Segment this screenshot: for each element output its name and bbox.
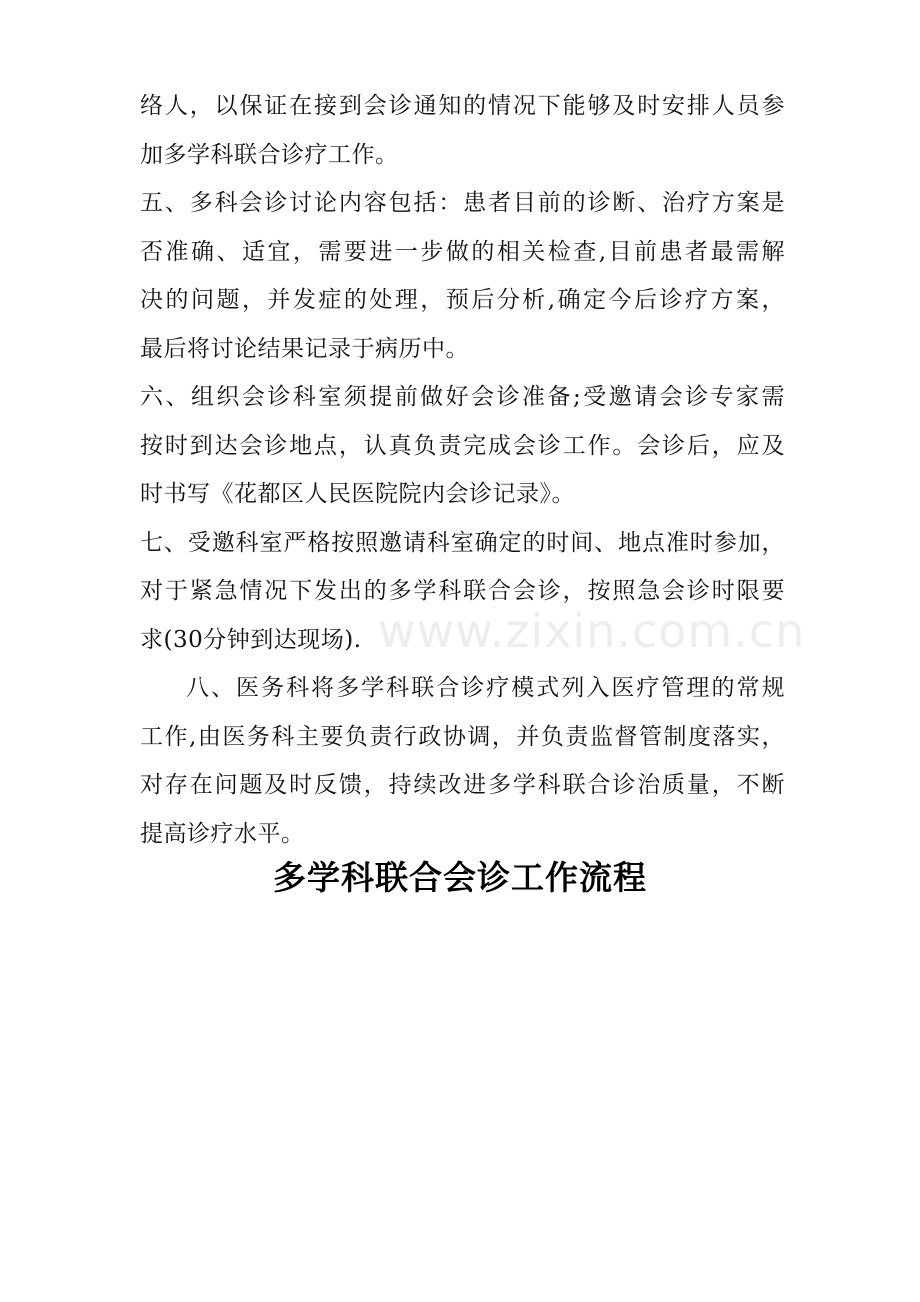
text-line: 提高诊疗水平。 (140, 820, 305, 847)
text-line: 对于紧急情况下发出的多学科联合会诊，按照急会诊时限要 (140, 578, 785, 604)
text-line: 求(30分钟到达现场). (140, 626, 362, 653)
text-line: 八、医务科将多学科联合诊疗模式列入医疗管理的常规 (186, 675, 785, 701)
text-line: 七、受邀科室严格按照邀请科室确定的时间、地点准时参加， (140, 529, 785, 556)
text-line: 按时到达会诊地点，认真负责完成会诊工作。会诊后，应及 (140, 432, 785, 459)
section-heading: 多学科联合会诊工作流程 (273, 858, 647, 897)
paragraph-continued (140, 82, 785, 179)
paragraph-item-seven (140, 519, 785, 665)
text-line: 决的问题，并发症的处理，预后分析,确定今后诊疗方案， (140, 287, 785, 313)
text-line: 否准确、适宜，需要进一步做的相关检查,目前患者最需解 (140, 238, 785, 265)
paragraph-item-five (140, 179, 785, 373)
text-line: 六、组织会诊科室须提前做好会诊准备;受邀请会诊专家需 (140, 384, 785, 410)
paragraph-item-six (140, 373, 785, 519)
paragraph-item-eight (140, 664, 785, 858)
text-line: 最后将讨论结果记录于病历中。 (140, 335, 469, 362)
text-line: 络人，以保证在接到会诊通知的情况下能够及时安排人员参 (140, 93, 785, 119)
watermark: www.zixin.com.cn (378, 604, 806, 658)
text-line: 时书写《花都区人民医院院内会诊记录》。 (140, 481, 575, 507)
text-line: 对存在问题及时反馈，持续改进多学科联合诊治质量，不断 (140, 772, 785, 798)
document-body (140, 82, 785, 858)
text-line: 五、多科会诊讨论内容包括：患者目前的诊断、治疗方案是 (140, 190, 785, 216)
text-line: 加多学科联合诊疗工作。 (140, 141, 399, 168)
text-line: 工作,由医务科主要负责行政协调，并负责监督管制度落实， (140, 723, 785, 750)
